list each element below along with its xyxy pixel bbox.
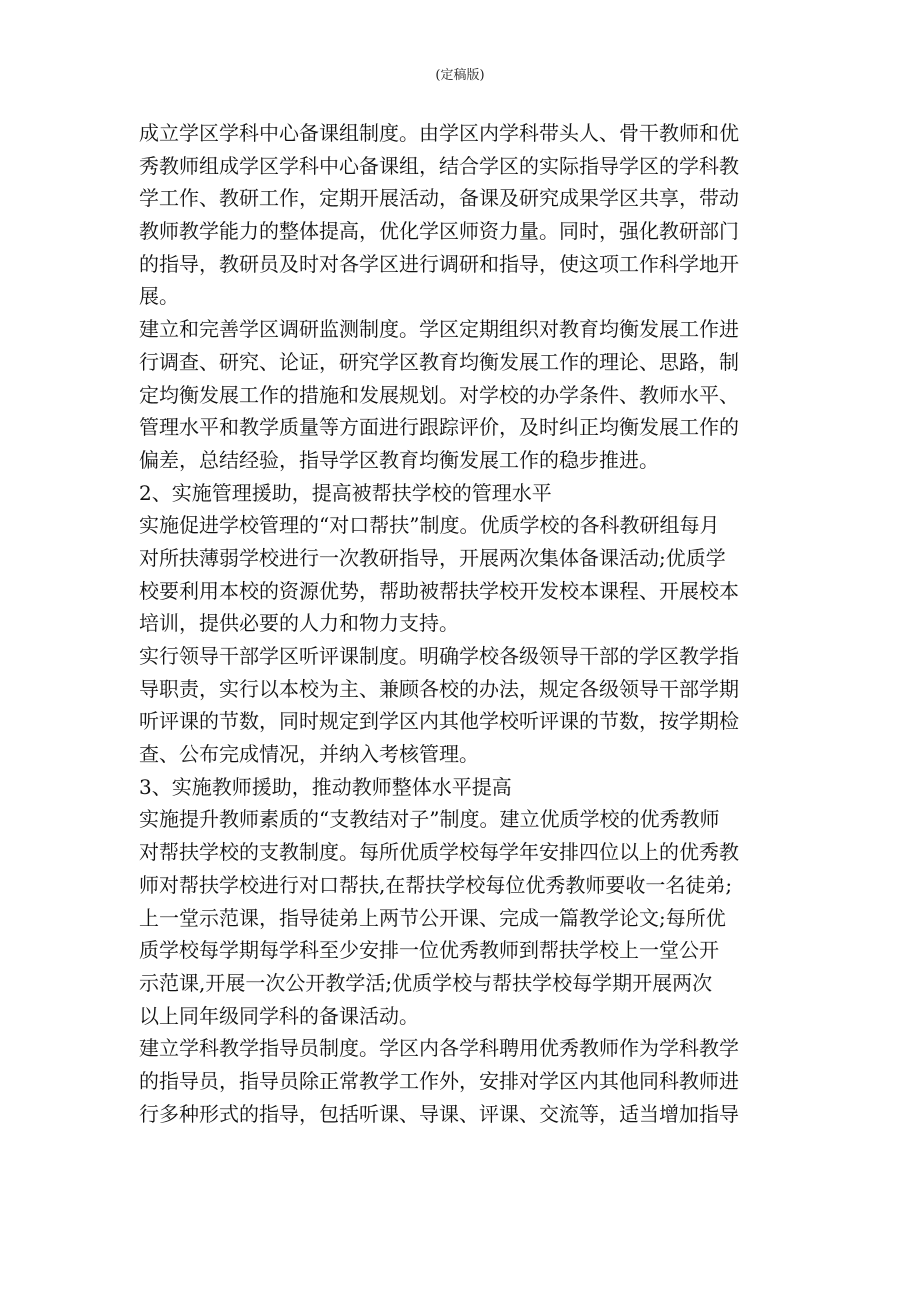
text-line: 查、公布完成情况，并纳入考核管理。 (139, 742, 479, 767)
text-line: 偏差，总结经验，指导学区教育均衡发展工作的稳步推进。 (139, 447, 659, 472)
text-line: 的指导员，指导员除正常教学工作外，安排对学区内其他同科教师进 (139, 1068, 739, 1093)
text-line: 听评课的节数，同时规定到学区内其他学校听评课的节数，按学期检 (139, 709, 739, 734)
text-line: 校要利用本校的资源优势，帮助被帮扶学校开发校本课程、开展校本 (139, 578, 739, 603)
text-line: 实施促进学校管理的“对口帮扶”制度。优质学校的各科教研组每月 (139, 513, 720, 538)
text-line: 建立学科教学指导员制度。学区内各学科聘用优秀教师作为学科教学 (139, 1036, 739, 1061)
text-line: 培训，提供必要的人力和物力支持。 (139, 611, 459, 636)
text-line: 师对帮扶学校进行对口帮扶,在帮扶学校每位优秀教师要收一名徒弟; (139, 872, 733, 897)
text-line: 对帮扶学校的支教制度。每所优质学校每学年安排四位以上的优秀教 (139, 840, 739, 865)
text-line: 质学校每学期每学科至少安排一位优秀教师到帮扶学校上一堂公开 (139, 938, 719, 963)
text-line: 对所扶薄弱学校进行一次教研指导，开展两次集体备课活动;优质学 (139, 545, 726, 570)
section-heading: 2、实施管理援助，提高被帮扶学校的管理水平 (139, 480, 552, 505)
text-line: 实施提升教师素质的“支教结对子”制度。建立优质学校的优秀教师 (139, 807, 720, 832)
text-line: 管理水平和教学质量等方面进行跟踪评价，及时纠正均衡发展工作的 (139, 415, 739, 440)
text-line: 教师教学能力的整体提高，优化学区师资力量。同时，强化教研部门 (139, 219, 739, 244)
text-line: 成立学区学科中心备课组制度。由学区内学科带头人、骨干教师和优 (139, 121, 739, 145)
text-line: 示范课,开展一次公开教学活;优质学校与帮扶学校每学期开展两次 (139, 970, 713, 995)
text-line: 建立和完善学区调研监测制度。学区定期组织对教育均衡发展工作进 (139, 317, 739, 342)
text-line: 行多种形式的指导，包括听课、导课、评课、交流等，适当增加指导 (139, 1101, 739, 1126)
section-heading: 3、实施教师援助，推动教师整体水平提高 (139, 774, 512, 799)
text-line: 定均衡发展工作的措施和发展规划。对学校的办学条件、教师水平、 (139, 382, 739, 407)
document-body (139, 117, 799, 1130)
text-line: 实行领导干部学区听评课制度。明确学校各级领导干部的学区教学指 (139, 644, 739, 668)
text-line: 行调查、研究、论证，研究学区教育均衡发展工作的理论、思路，制 (139, 349, 739, 374)
text-line: 以上同年级同学科的备课活动。 (139, 1003, 419, 1028)
text-line: 秀教师组成学区学科中心备课组，结合学区的实际指导学区的学科教 (139, 153, 739, 178)
text-line: 的指导，教研员及时对各学区进行调研和指导，使这项工作科学地开 (139, 251, 739, 276)
text-line: 学工作、教研工作，定期开展活动，备课及研究成果学区共享，带动 (139, 186, 739, 211)
page-header: (定稿版) (435, 68, 485, 83)
text-line: 展。 (139, 284, 179, 309)
text-line: 导职责，实行以本校为主、兼顾各校的办法，规定各级领导干部学期 (139, 676, 739, 701)
text-line: 上一堂示范课，指导徒弟上两节公开课、完成一篇教学论文;每所优 (139, 905, 726, 930)
